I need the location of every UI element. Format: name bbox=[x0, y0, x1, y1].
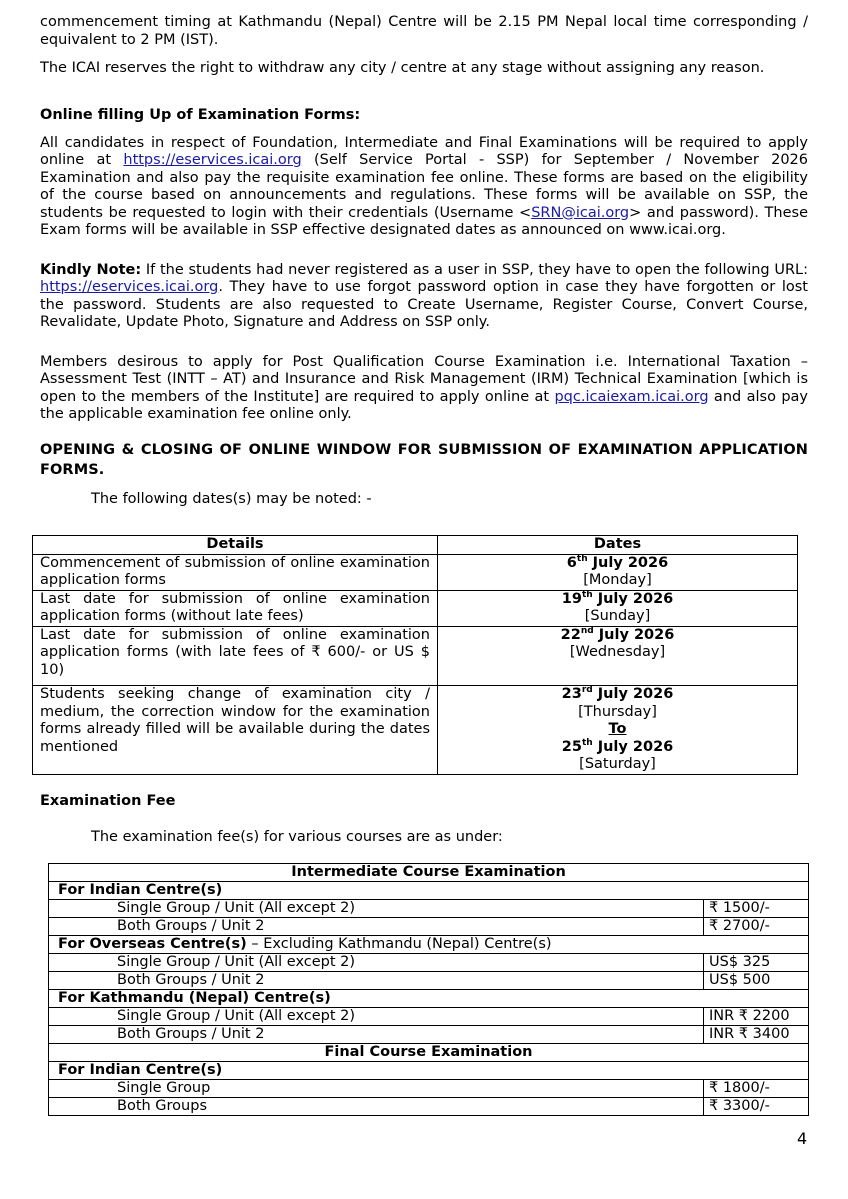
fee-table bbox=[48, 863, 809, 1116]
online-forms-heading: Online filling Up of Examination Forms: bbox=[40, 106, 361, 123]
pqc-link[interactable]: pqc.icaiexam.icai.org bbox=[554, 388, 709, 405]
fee-label: Single Group / Unit (All except 2) bbox=[49, 1008, 704, 1026]
text-span: Members desirous to apply for Post Qualification Course Examination i.e. International Taxation – Assessment Test (INTT – AT) and Insurance and Risk Management (IRM) Technical Examination [which is open to the members of the Institute] are required to apply online at bbox=[40, 353, 808, 405]
weekday: [Saturday] bbox=[579, 756, 656, 772]
table-header-row bbox=[33, 536, 798, 555]
date-day: 6 bbox=[566, 554, 577, 571]
eservices-link[interactable]: https://eservices.icai.org bbox=[123, 152, 302, 168]
members-paragraph bbox=[40, 354, 808, 424]
date-day: 19 bbox=[561, 590, 582, 607]
dates-column-header: Dates bbox=[438, 536, 798, 555]
overseas-label: For Overseas Centre(s) bbox=[58, 936, 247, 952]
table-row bbox=[49, 1044, 809, 1062]
text-span: All candidates in respect of Foundation, Intermediate and Final Examinations will be required to apply online at bbox=[40, 134, 808, 168]
table-row bbox=[49, 1062, 809, 1080]
intro-paragraph-2: The ICAI reserves the right to withdraw any city / centre at any stage without assigning any reason. bbox=[40, 60, 765, 76]
fee-label: Both Groups / Unit 2 bbox=[49, 918, 704, 936]
table-row bbox=[49, 990, 809, 1008]
text-span: If the students had never registered as a user in SSP, they have to open the following URL: bbox=[141, 261, 809, 278]
online-forms-paragraph bbox=[40, 135, 808, 240]
fee-label: Both Groups / Unit 2 bbox=[49, 972, 704, 990]
final-title: Final Course Examination bbox=[49, 1044, 809, 1062]
fee-amount: US$ 500 bbox=[704, 972, 809, 990]
table-row bbox=[33, 686, 798, 775]
dates-table bbox=[32, 535, 798, 775]
table-row bbox=[49, 1026, 809, 1044]
date-day: 25 bbox=[561, 738, 582, 755]
intro-paragraph-1: commencement timing at Kathmandu (Nepal) Centre will be 2.15 PM Nepal local time corresponding / equivalent to 2 PM (IST). bbox=[40, 14, 808, 48]
table-row bbox=[49, 882, 809, 900]
fee-amount: ₹ 3300/- bbox=[704, 1098, 809, 1116]
details-cell: Students seeking change of examination city / medium, the correction window for the examination forms already filled will be available during the dates mentioned bbox=[33, 686, 438, 775]
srn-email-link[interactable]: SRN@icai.org bbox=[531, 204, 630, 221]
table-row bbox=[49, 918, 809, 936]
details-cell: Last date for submission of online examination application forms (with late fees of ₹ 600/- or US $ 10) bbox=[33, 626, 438, 686]
intermediate-title: Intermediate Course Examination bbox=[49, 864, 809, 882]
fee-intro: The examination fee(s) for various courses are as under: bbox=[91, 829, 503, 845]
date-month-year: July 2026 bbox=[592, 686, 674, 702]
fee-label: Single Group / Unit (All except 2) bbox=[49, 900, 704, 918]
date-day: 23 bbox=[561, 686, 582, 702]
examination-fee-heading: Examination Fee bbox=[40, 793, 176, 809]
fee-amount: US$ 325 bbox=[704, 954, 809, 972]
table-row bbox=[33, 554, 798, 590]
date-month-year: July 2026 bbox=[592, 590, 674, 607]
indian-centre-label: For Indian Centre(s) bbox=[49, 882, 809, 900]
dates-cell bbox=[438, 686, 798, 775]
overseas-suffix: – Excluding Kathmandu (Nepal) Centre(s) bbox=[246, 936, 552, 952]
date-suffix: rd bbox=[581, 685, 593, 696]
text-span: > and password). These Exam forms will be available in SSP effective designated dates as announced on www.icai.org. bbox=[40, 204, 808, 238]
date-suffix: th bbox=[576, 553, 588, 564]
text-span: . They have to use forgot password option in case they have forgotten or lost the password. Students are also requested to Create Username, Register Course, Convert Course, Revalidate, Update Photo, Signature and Address on SSP only. bbox=[40, 279, 808, 330]
online-window-heading: OPENING & CLOSING OF ONLINE WINDOW FOR SUBMISSION OF EXAMINATION APPLICATION FORMS. bbox=[40, 441, 808, 478]
kindly-note-paragraph bbox=[40, 262, 808, 332]
document-body bbox=[40, 14, 808, 508]
text-span: (Self Service Portal - SSP) for September / November 2026 Examination and also pay the requisite examination fee online. These forms are based on the eligibility of the course based on announcements and regulations. These forms will be available on SSP, the students be requested to login with their credentials (Username < bbox=[40, 152, 808, 221]
table-row bbox=[33, 626, 798, 686]
eservices-link-2[interactable]: https://eservices.icai.org bbox=[40, 279, 219, 295]
table-row bbox=[49, 936, 809, 954]
dates-cell bbox=[438, 590, 798, 626]
table-row bbox=[49, 1080, 809, 1098]
details-cell: Last date for submission of online examination application forms (without late fees) bbox=[33, 590, 438, 626]
date-suffix: nd bbox=[580, 625, 594, 636]
fee-amount: ₹ 1500/- bbox=[704, 900, 809, 918]
fee-label: Single Group / Unit (All except 2) bbox=[49, 954, 704, 972]
overseas-centre-label bbox=[49, 936, 809, 954]
kathmandu-centre-label: For Kathmandu (Nepal) Centre(s) bbox=[49, 990, 809, 1008]
details-column-header: Details bbox=[33, 536, 438, 555]
date-suffix: th bbox=[581, 737, 593, 748]
weekday: [Thursday] bbox=[578, 703, 657, 720]
table-row bbox=[49, 972, 809, 990]
dates-intro: The following dates(s) may be noted: - bbox=[91, 490, 372, 507]
fee-label: Both Groups bbox=[49, 1098, 704, 1116]
table-row bbox=[33, 590, 798, 626]
table-row bbox=[49, 864, 809, 882]
kindly-note-label: Kindly Note: bbox=[40, 261, 142, 278]
text-span: and also pay the applicable examination fee online only. bbox=[40, 388, 808, 422]
table-row bbox=[49, 954, 809, 972]
date-month-year: July 2026 bbox=[592, 738, 674, 755]
fee-amount: ₹ 1800/- bbox=[704, 1080, 809, 1098]
final-indian-centre-label: For Indian Centre(s) bbox=[49, 1062, 809, 1080]
table-row bbox=[49, 900, 809, 918]
date-day: 22 bbox=[560, 626, 581, 643]
fee-amount: INR ₹ 2200 bbox=[704, 1008, 809, 1026]
to-label: To bbox=[608, 721, 627, 737]
date-month-year: July 2026 bbox=[587, 554, 669, 571]
date-month-year: July 2026 bbox=[593, 626, 675, 643]
details-cell: Commencement of submission of online examination application forms bbox=[33, 554, 438, 590]
fee-amount: ₹ 2700/- bbox=[704, 918, 809, 936]
table-row bbox=[49, 1098, 809, 1116]
fee-label: Single Group bbox=[49, 1080, 704, 1098]
fee-amount: INR ₹ 3400 bbox=[704, 1026, 809, 1044]
dates-cell bbox=[438, 554, 798, 590]
dates-cell bbox=[438, 626, 798, 686]
table-row bbox=[49, 1008, 809, 1026]
weekday: [Monday] bbox=[583, 572, 652, 588]
date-suffix: th bbox=[581, 589, 593, 600]
weekday: [Wednesday] bbox=[569, 644, 666, 660]
page-number: 4 bbox=[797, 1129, 808, 1148]
fee-label: Both Groups / Unit 2 bbox=[49, 1026, 704, 1044]
weekday: [Sunday] bbox=[584, 608, 651, 624]
